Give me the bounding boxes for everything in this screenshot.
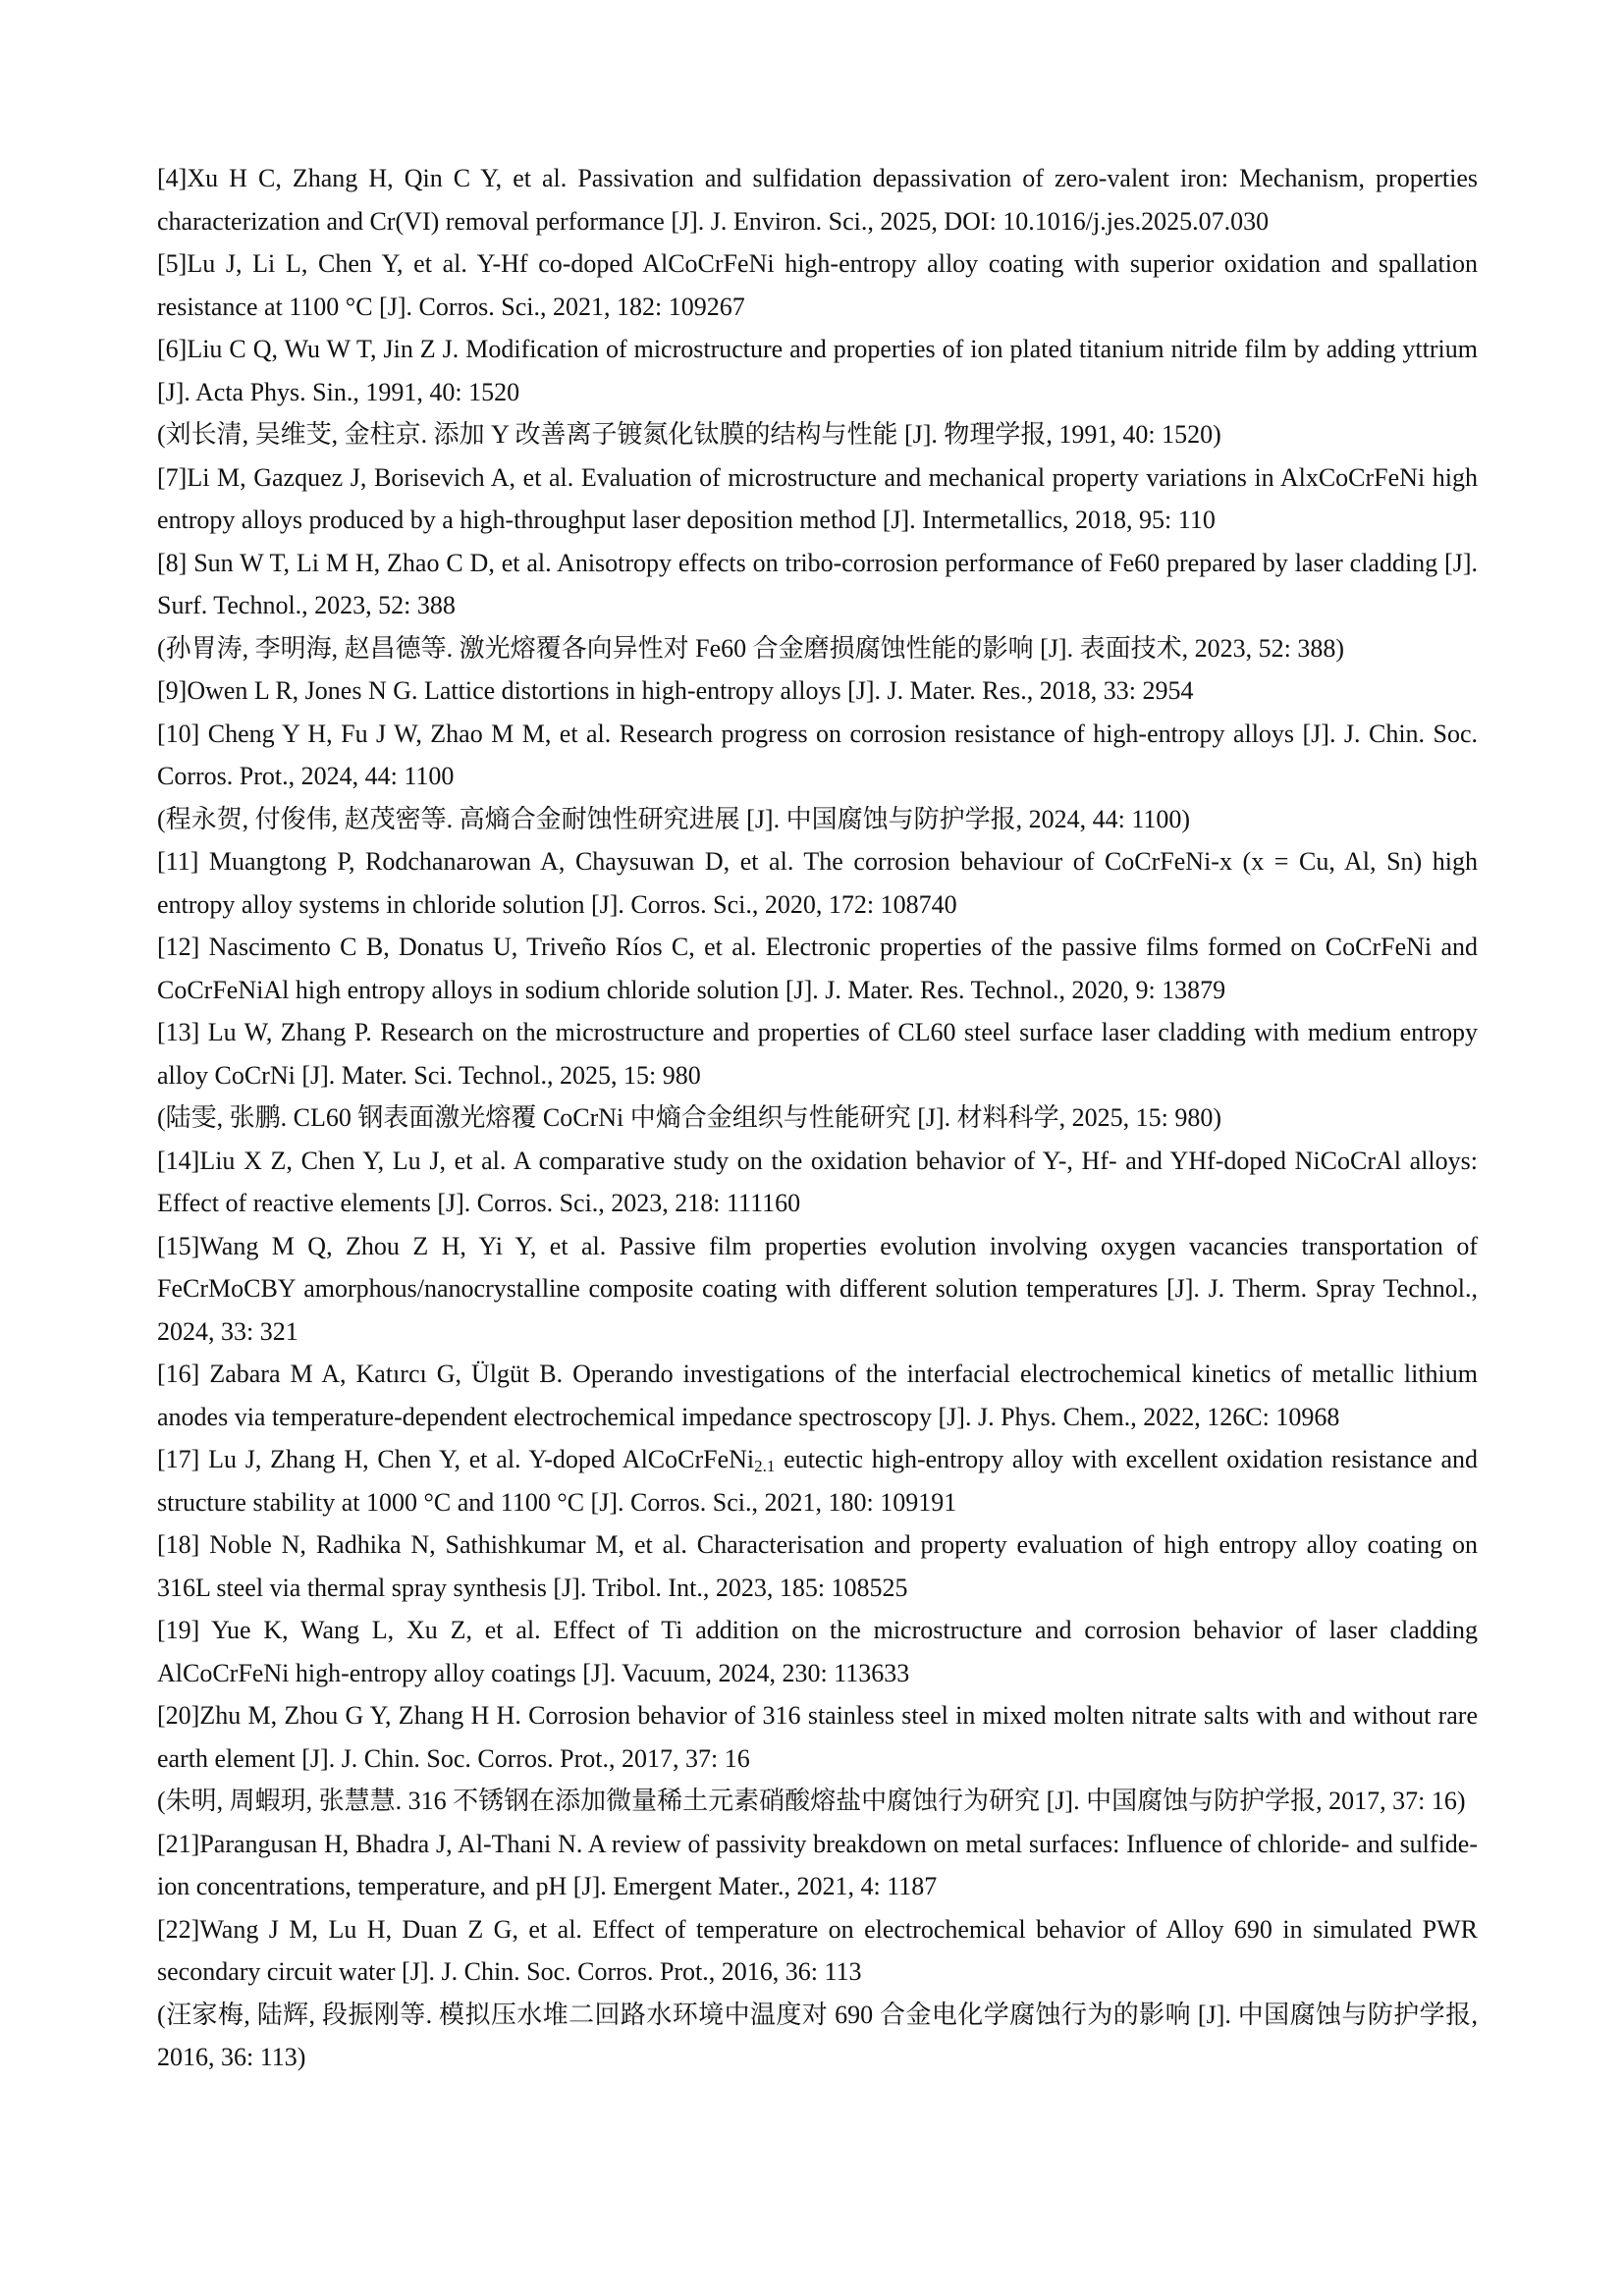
- reference-entry-17-before-subscript: [17] Lu J, Zhang H, Chen Y, et al. Y-doped AlCoCrFeNi: [157, 1445, 755, 1473]
- reference-entry-13-chinese: (陆雯, 张鹏. CL60 钢表面激光熔覆 CoCrNi 中熵合金组织与性能研究 [J]. 材料科学, 2025, 15: 980): [157, 1103, 1222, 1132]
- reference-entry-20: [20]Zhu M, Zhou G Y, Zhang H H. Corrosion behavior of 316 stainless steel in mixed molten nitrate salts with and without rare earth element [J]. J. Chin. Soc. Corros. Prot., 2017, 37: 16: [157, 1701, 1478, 1773]
- reference-entry-16: [16] Zabara M A, Katırcı G, Ülgüt B. Operando investigations of the interfacial electrochemical kinetics of metallic lithium anodes via temperature-dependent electrochemical impedance spectroscopy [J]. J. Phys. Chem., 2022, 126C: 10968: [157, 1360, 1478, 1431]
- reference-entry-7: [7]Li M, Gazquez J, Borisevich A, et al. Evaluation of microstructure and mechanical property variations in AlxCoCrFeNi high entropy alloys produced by a high-throughput laser deposition method [J]. Intermetallics, 2018, 95: 110: [157, 462, 1478, 534]
- reference-list: [157, 157, 1478, 2079]
- reference-entry-6: [6]Liu C Q, Wu W T, Jin Z J. Modification of microstructure and properties of ion plated titanium nitride film by adding yttrium [J]. Acta Phys. Sin., 1991, 40: 1520: [157, 335, 1478, 406]
- reference-entry-6-chinese: (刘长清, 吴维芠, 金柱京. 添加 Y 改善离子镀氮化钛膜的结构与性能 [J]. 物理学报, 1991, 40: 1520): [157, 420, 1221, 449]
- reference-entry-8: [8] Sun W T, Li M H, Zhao C D, et al. Anisotropy effects on tribo-corrosion performance of Fe60 prepared by laser cladding [J]. Surf. Technol., 2023, 52: 388: [157, 548, 1478, 619]
- reference-entry-17-subscript: 2.1: [754, 1457, 776, 1475]
- reference-entry-18: [18] Noble N, Radhika N, Sathishkumar M, et al. Characterisation and property evaluation of high entropy alloy coating on 316L steel via thermal spray synthesis [J]. Tribol. Int., 2023, 185: 108525: [157, 1530, 1478, 1602]
- reference-entry-19: [19] Yue K, Wang L, Xu Z, et al. Effect of Ti addition on the microstructure and corrosion behavior of laser cladding AlCoCrFeNi high-entropy alloy coatings [J]. Vacuum, 2024, 230: 113633: [157, 1616, 1478, 1687]
- reference-entry-17: [157, 1438, 1478, 1523]
- reference-entry-17-after-subscript: eutectic high-entropy alloy with excellent oxidation resistance and structure stability at 1000 °C and 1100 °C [J]. Corros. Sci., 2021, 180: 109191: [157, 1445, 1478, 1517]
- reference-entry-4: [4]Xu H C, Zhang H, Qin C Y, et al. Passivation and sulfidation depassivation of zero-valent iron: Mechanism, properties characterization and Cr(VI) removal performance [J]. J. Environ. Sci., 2025, DOI: 10.1016/j.jes.2025.07.030: [157, 164, 1478, 236]
- reference-entry-14: [14]Liu X Z, Chen Y, Lu J, et al. A comparative study on the oxidation behavior of Y-, Hf- and YHf-doped NiCoCrAl alloys: Effect of reactive elements [J]. Corros. Sci., 2023, 218: 111160: [157, 1146, 1478, 1217]
- reference-entry-5: [5]Lu J, Li L, Chen Y, et al. Y-Hf co-doped AlCoCrFeNi high-entropy alloy coating with superior oxidation and spallation resistance at 1100 °C [J]. Corros. Sci., 2021, 182: 109267: [157, 249, 1478, 321]
- reference-entry-12: [12] Nascimento C B, Donatus U, Triveño Ríos C, et al. Electronic properties of the passive films formed on CoCrFeNi and CoCrFeNiAl high entropy alloys in sodium chloride solution [J]. J. Mater. Res. Technol., 2020, 9: 13879: [157, 933, 1478, 1004]
- reference-entry-22: [22]Wang J M, Lu H, Duan Z G, et al. Effect of temperature on electrochemical behavior of Alloy 690 in simulated PWR secondary circuit water [J]. J. Chin. Soc. Corros. Prot., 2016, 36: 113: [157, 1914, 1478, 1986]
- reference-entry-9: [9]Owen L R, Jones N G. Lattice distortions in high-entropy alloys [J]. J. Mater. Res., 2018, 33: 2954: [157, 676, 1194, 705]
- reference-entry-13: [13] Lu W, Zhang P. Research on the microstructure and properties of CL60 steel surface laser cladding with medium entropy alloy CoCrNi [J]. Mater. Sci. Technol., 2025, 15: 980: [157, 1018, 1478, 1090]
- reference-entry-11: [11] Muangtong P, Rodchanarowan A, Chaysuwan D, et al. The corrosion behaviour of CoCrFeNi-x (x = Cu, Al, Sn) high entropy alloy systems in chloride solution [J]. Corros. Sci., 2020, 172: 108740: [157, 847, 1478, 919]
- reference-entry-10: [10] Cheng Y H, Fu J W, Zhao M M, et al. Research progress on corrosion resistance of high-entropy alloys [J]. J. Chin. Soc. Corros. Prot., 2024, 44: 1100: [157, 719, 1478, 790]
- reference-entry-21: [21]Parangusan H, Bhadra J, Al-Thani N. A review of passivity breakdown on metal surfaces: Influence of chloride- and sulfide-ion concentrations, temperature, and pH [J]. Emergent Mater., 2021, 4: 1187: [157, 1829, 1478, 1900]
- reference-entry-20-chinese: (朱明, 周蝦玥, 张慧慧. 316 不锈钢在添加微量稀土元素硝酸熔盐中腐蚀行为研究 [J]. 中国腐蚀与防护学报, 2017, 37: 16): [157, 1787, 1466, 1815]
- reference-entry-22-chinese: (汪家梅, 陆辉, 段振刚等. 模拟压水堆二回路水环境中温度对 690 合金电化学腐蚀行为的影响 [J]. 中国腐蚀与防护学报, 2016, 36: 113): [157, 2000, 1478, 2071]
- reference-entry-10-chinese: (程永贺, 付俊伟, 赵茂密等. 高熵合金耐蚀性研究进展 [J]. 中国腐蚀与防护学报, 2024, 44: 1100): [157, 804, 1191, 833]
- reference-entry-15: [15]Wang M Q, Zhou Z H, Yi Y, et al. Passive film properties evolution involving oxygen vacancies transportation of FeCrMoCBY amorphous/nanocrystalline composite coating with different solution temperatures [J]. J. Therm. Spray Technol., 2024, 33: 321: [157, 1231, 1478, 1346]
- reference-entry-8-chinese: (孙胃涛, 李明海, 赵昌德等. 激光熔覆各向异性对 Fe60 合金磨损腐蚀性能的影响 [J]. 表面技术, 2023, 52: 388): [157, 633, 1344, 663]
